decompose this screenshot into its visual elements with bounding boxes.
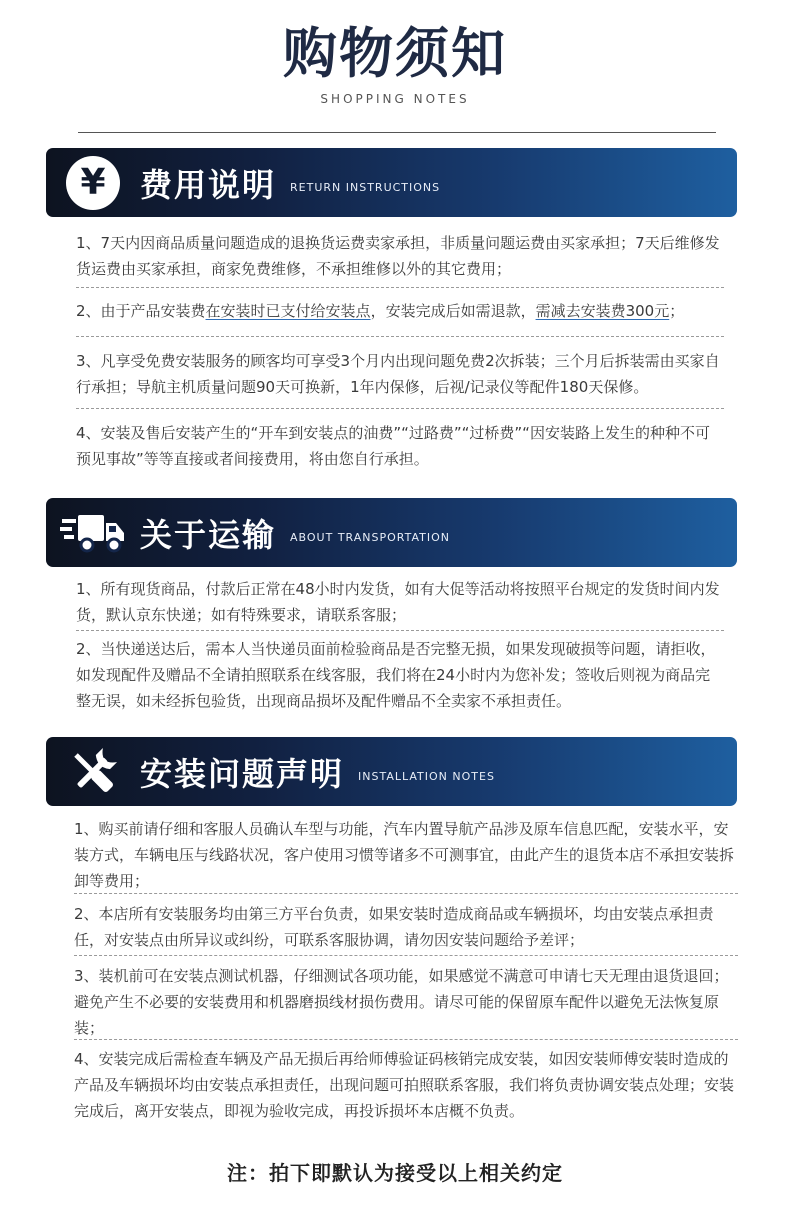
delivery-truck-icon <box>60 511 126 555</box>
list-item: 4、安装完成后需检查车辆及产品无损后再给师傅验证码核销完成安装，如因安装师傅安装时造成的产品及车辆损坏均由安装点承担责任，出现问题可拍照联系客服，我们将负责协调安装点处理；安装完成后，离开安装点，即视为验收完成，再投诉损坏本店概不负责。 <box>74 1050 735 1120</box>
yen-icon: ¥ <box>66 156 120 210</box>
list-item: 2、当快递送达后，需本人当快递员面前检验商品是否完整无损，如果发现破损等问题，请拒收，如发现配件及赠品不全请拍照联系在线客服，我们将在24小时内为您补发；签收后则视为商品完整无误，如未经拆包验货，出现商品损坏及配件赠品不全卖家不承担责任。 <box>76 640 716 710</box>
page-title: 购物须知 <box>283 22 507 85</box>
underlined-text: 在安装时已支付给安装点 <box>205 302 371 320</box>
header-divider <box>78 132 716 133</box>
section-subtitle: ABOUT TRANSPORTATION <box>290 531 450 544</box>
list-item: 3、装机前可在安装点测试机器，仔细测试各项功能，如果感觉不满意可申请七天无理由退货退回；避免产生不必要的安装费用和机器磨损线材损伤费用。请尽可能的保留原车配件以避免无法恢复原装； <box>74 967 729 1037</box>
dashed-divider <box>76 287 724 288</box>
list-item: 2、由于产品安装费在安装时已支付给安装点，安装完成后如需退款，需减去安装费300元； <box>76 302 685 320</box>
section-title: 费用说明 <box>140 165 277 204</box>
section-header-transport <box>46 498 737 567</box>
footer-note: 注：拍下即默认为接受以上相关约定 <box>227 1161 563 1185</box>
list-item: 1、7天内因商品质量问题造成的退换货运费卖家承担，非质量问题运费由买家承担；7天后维修发货运费由买家承担，商家免费维修，不承担维修以外的其它费用； <box>76 234 720 278</box>
page-header <box>0 0 790 106</box>
list-item: 1、所有现货商品，付款后正常在48小时内发货，如有大促等活动将按照平台规定的发货时间内发货，默认京东快递；如有特殊要求，请联系客服； <box>76 580 720 624</box>
list-item: 2、本店所有安装服务均由第三方平台负责，如果安装时造成商品或车辆损坏，均由安装点承担责任，对安装点由所异议或纠纷，可联系客服协调，请勿因安装问题给予差评； <box>74 905 714 949</box>
page-subtitle: SHOPPING NOTES <box>320 92 470 106</box>
section-title: 安装问题声明 <box>140 754 345 793</box>
dashed-divider <box>76 408 724 409</box>
underlined-text: 需减去安装费300元 <box>535 302 670 320</box>
section-header-fees <box>46 148 737 217</box>
list-item: 3、凡享受免费安装服务的顾客均可享受3个月内出现问题免费2次拆装；三个月后拆装需由买家自行承担；导航主机质量问题90天可换新，1年内保修，后视/记录仪等配件180天保修。 <box>76 352 720 396</box>
list-item: 1、购买前请仔细和客服人员确认车型与功能，汽车内置导航产品涉及原车信息匹配，安装水平，安装方式，车辆电压与线路状况，客户使用习惯等诸多不可测事宜，由此产生的退货本店不承担安装拆卸等费用； <box>74 820 735 890</box>
dashed-divider <box>76 630 724 631</box>
wrench-screwdriver-icon <box>67 746 119 798</box>
section-header-installation <box>46 737 737 806</box>
list-item: 4、安装及售后安装产生的“开车到安装点的油费”“过路费”“过桥费”“因安装路上发生的种种不可预见事故”等等直接或者间接费用，将由您自行承担。 <box>76 424 710 468</box>
section-subtitle: INSTALLATION NOTES <box>358 770 495 783</box>
dashed-divider <box>74 955 738 956</box>
dashed-divider <box>76 336 724 337</box>
section-subtitle: RETURN INSTRUCTIONS <box>290 181 441 194</box>
dashed-divider <box>74 893 738 894</box>
section-title: 关于运输 <box>140 515 277 554</box>
dashed-divider <box>74 1039 738 1040</box>
